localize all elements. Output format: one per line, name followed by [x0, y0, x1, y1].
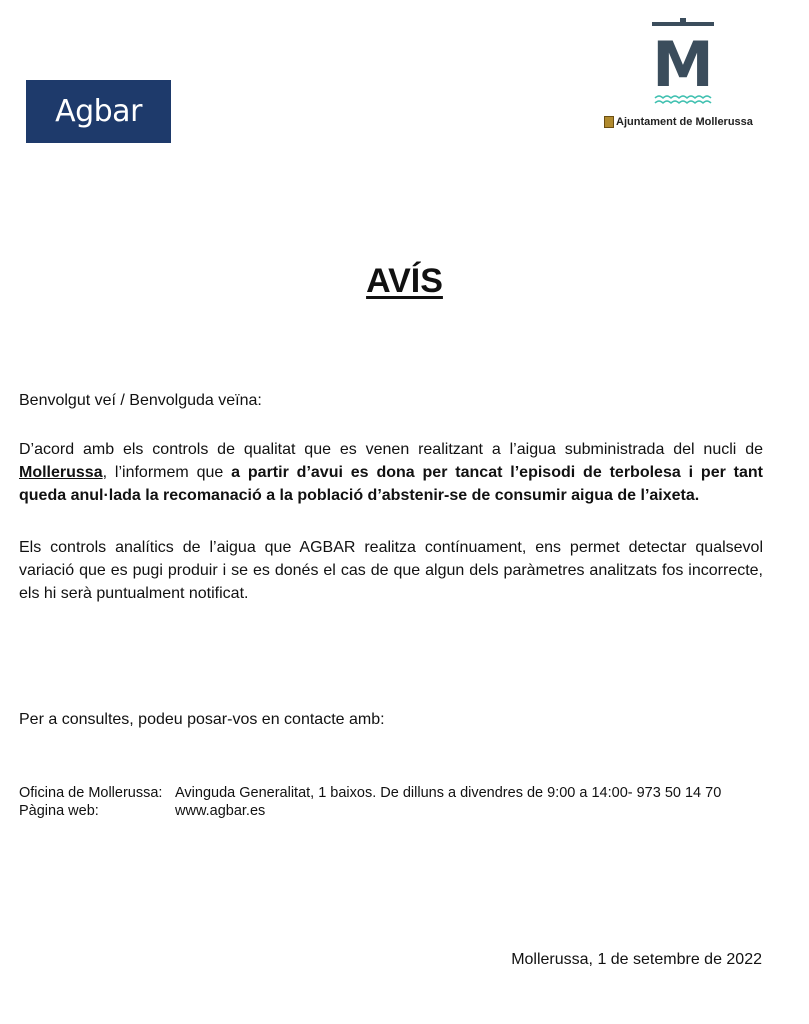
town-name: Mollerussa	[19, 464, 103, 481]
office-row	[19, 784, 721, 802]
paragraph-1	[19, 438, 763, 507]
council-name	[604, 116, 753, 128]
coat-of-arms-icon	[604, 116, 614, 128]
paragraph-1-part2: , l’informem que	[102, 464, 232, 481]
office-value: Avinguda Generalitat, 1 baixos. De dilluns a divendres de 9:00 a 14:00- 973 50 14 70	[175, 785, 722, 801]
contact-block	[19, 784, 721, 820]
date-line: Mollerussa, 1 de setembre de 2022	[511, 951, 762, 968]
agbar-logo: Agbar	[26, 80, 171, 143]
notice-title: AVÍS	[366, 262, 443, 300]
council-name-text: Ajuntament de Mollerussa	[616, 116, 753, 128]
mollerussa-logo	[650, 18, 716, 108]
council-logo-letter: M	[652, 28, 714, 101]
consult-line: Per a consultes, podeu posar-vos en contacte amb:	[19, 711, 385, 728]
web-label: Pàgina web:	[19, 803, 99, 819]
paragraph-1-bold: a partir d’avui es dona per tancat l’episodi de terbolesa i per tant queda anul·lada la recomanació a la població d’abstenir-se de consumir aigua de l’aixeta.	[19, 464, 764, 504]
paragraph-1-part1: D’acord amb els controls de qualitat que es venen realitzant a l’aigua subministrada del nucli de	[19, 441, 763, 458]
web-link[interactable]: www.agbar.es	[175, 803, 266, 819]
office-label: Oficina de Mollerussa:	[19, 785, 163, 801]
web-row	[19, 802, 721, 820]
greeting: Benvolgut veí / Benvolguda veïna:	[19, 392, 262, 409]
paragraph-2: Els controls analítics de l’aigua que AGBAR realitza contínuament, ens permet detectar qualsevol variació que es pugi produir i se es donés el cas de que algun dels paràmetres analitzats fos incorrecte, els hi serà puntualment notificat.	[19, 539, 763, 602]
